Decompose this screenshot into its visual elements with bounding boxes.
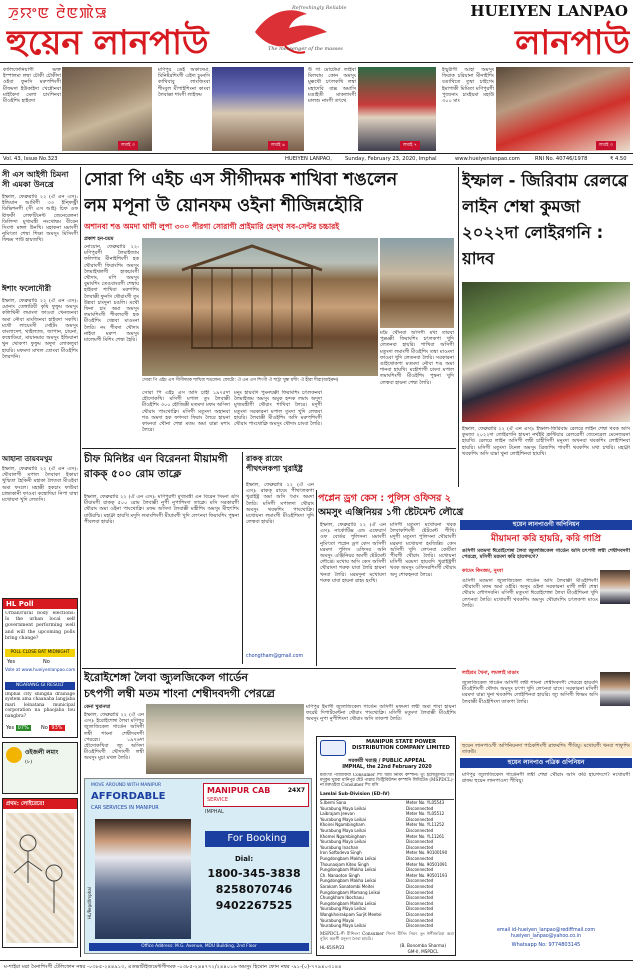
poll-no-option[interactable] [43,659,73,667]
poll-result-question: Imphal city shingda drainage system ama chaanaba langjaba mari leinatana municipal corporation na phaojaba tou nangbra? [5,692,75,719]
read-box [2,798,78,948]
lead-photo [142,238,378,376]
result-yes-label: Yes [6,725,15,731]
police-headline-2: অমসুং এঞ্জিনিয়র ১গী ষ্টেটমেন্ট লৌখ্রে [318,507,464,518]
result-yes-value: 07% [17,725,29,731]
power-ad-row-status: Disconnected [406,867,434,873]
power-ad-row-status: Disconnected [406,816,434,822]
poll-question: Urban/rural body elections: Is the urban local self government performing well and will the upcoming polls bring change? [5,611,75,641]
drug-box-body: ইম্ফাল, ফেব্রুৱারি ২২ (ঐ এন এস): রাকক্ রায়েং পীথৎলকপা খুরাইষ্ট্র অমা অসি ৎমাং অমদা লৈরি। মসিগী মপালদা থৌরাং অমসুং থবকশিং পাংথোক্লি। মখোয়না লমাংগী মীওইশিংদা খুদি লেত্নবা হায়রি। [246,482,314,526]
power-ad-division: Lamlai Sub-Division (ED-IV) [320,792,390,797]
police-headline-1-box: পপ্লেন ড্রগ কেস : পুলিস ওফিসর ২ [318,493,451,504]
bengali-title: হুয়েন লানপাউ [6,23,209,61]
power-ad-row-name: Iron Softodeva Singh [320,850,362,856]
railway-photo [462,282,630,422]
opinion-whatsapp[interactable]: Whatsapp No: 9774803145 [511,942,581,948]
opinion-banner3: হুয়েন লানপাও পত্রিক ওপিনিয়ন [460,758,632,768]
car-ad-person-photo [95,819,191,939]
lead-body-left: নোয়োন, ফেব্রুৱারি ২২: মণিপুরগী লৈমাইজাম ফলিপার মীনাইশিংগী হক থৌরাংগী ফিরাংশিং অমসুং লৈমাইথলগী হাকচাংগী থৌদাং, মপি অমসুং বুমাংশিং তেঙবাংবগী শেম্বায় হাইবদা শাখিবা মরুপশিং লৈবাক্কী ফুনসি থৌরাংগী তুং উন্নবা চাংদুনা চঙলি। মথৌ ফিনা চাং অমা অমসুং লমাংশিংগী পীবলবগী হক মীওইশিং খেন্নবা মাওংনা লৈরি। নং পীবদা থৌদাং নাইবা মরুপ অমসুং মালেমগী মিশিং শেম্বা হৈরি। [84,244,139,344]
teaser-3-page: লমাই ৭ [400,141,420,150]
power-ad-row-name: Pungdongbam Mamang Leikai [320,889,381,895]
result-yes [6,725,40,735]
messenger-tagline: The messenger of the masses [268,46,343,52]
left-story1-title: সী এস আইগী চিমনা সী এমকা উনখ্রে [2,170,69,189]
poll-vote-link[interactable]: Vote at www.hueiyenlanpao.com [5,668,76,673]
power-ad-row-name: Yourabung Mayai [320,917,355,923]
car-ad-dial: Dial: [235,855,254,863]
power-ad-row-status: Disconnected [406,923,434,929]
power-ad-row-status: Meter No. YL05512 [406,811,445,817]
opinion-p1-name: কামেং কিংজম, নুংবা [462,568,503,574]
power-ad-row-name: Pungdongbam Makha Leikai [320,878,377,884]
teaser-row [0,62,633,154]
opinion-banner2-text: হুয়েন লানপাওগী অপিনিয়নদা পাঠকশিংগী ৱাফমশিং পীবিয়ু। মখোয়গী খনবা শাফুশিং তাকউ। [462,743,630,756]
power-ad-row-status: Disconnected [406,805,434,811]
car-ad-brand-sub: SERVICE [207,797,229,803]
lead-photo-inset [380,238,454,328]
power-ad-row-status: Disconnected [406,895,434,901]
power-ad-row-status: Disconnected [406,889,434,895]
read-tag: প্রথম: লোইরেরে! [3,799,77,809]
power-ad-date: IMPHAL, the 22nd February 2020 [342,765,432,770]
power-ad-table [320,799,454,929]
lead-headline-2: লম মপূনা উ য়োনফম ওইনা শীজিন্নহৌরি [84,196,363,216]
zoo-body-a: ইম্ফাল, ফেব্রুৱারি ২২ (ঐ এন এস): ইরোইশেঙ্গা লৈবা মণিপুর জ্যুলজিকেল গার্ডেন অসিগী লম্বী শাংনা শেম্বীদবদগী পেরল্রে। ১৯৭৬দা হৌদোকখিবা জ্যু অসিদা মীওইশিংগী থৌদাংগী লম্বী অমসুং মুচা মখল লৈরি। [84,712,144,762]
power-ad-row-name: Thounaojam Kiteo Singh [320,861,369,867]
opinion-contact[interactable]: email id-hueiyen_lanpao@rediffmail.com hueiyen_lanpao@yahoo.co.in [496,928,596,939]
power-ad-row-name: Ch. Nanaoton Singh [320,872,360,878]
power-ad-row-name: Yourabung Inachan [320,844,359,850]
poll-result-title: NGARANG GI RESULT [5,682,75,690]
power-ad-row-name: Laibrajam Jeevan [320,811,355,817]
power-ad-row-status: Meter No. 90501091 [406,861,448,867]
power-ad-row-status: Disconnected [406,878,434,884]
result-no-label: No [41,725,48,731]
lead-photo-caption: সোরা পি এইচ এস সীগীদমক শাখিবা শঙলেন। ফোটো: ঐ এন এস শিংগী ঐ শাট্টা খুম্বা মশীং ঐ হীরা শীরা(আইরুন) [142,378,339,383]
drug-box-email[interactable]: chongtham@gmail.com [246,654,304,659]
right-column-divider [458,167,459,487]
lead-headline-1: সোরা পি এইচ এস সীগীদমক শাখিবা শঙলেন [84,170,398,190]
dateline [0,155,633,165]
railway-body: ইম্ফাল, ফেব্রুৱারি ২২ (ঐ এন এস): ইম্ফাল-জিরিবাম রেলৱে লাইন শেম্বা থবক অসি কুমজা ২০২২দা লোইরগনি হায়না নর্থইষ্ট ফ্রন্টিয়ার রেলৱেগী জেনেরেল মেনেজরনা হায়খি। রেলৱে লাইন অসিগী লম্বী চাহীসিগী মনুংদা অখনবা থবকশিং লোইশিনবা হায়রি। মসিগী মতুংদা টনেল অমসুং ব্রিজশিং শাবগী থবকশিং মখা চত্থরি। মহাক্না থবকশিং অসি য়াম্না থুনা লোইশিনবা হায়খি। [462,426,630,457]
opinion-question: ঙসিগী মতমদা ঈরোইশেঙ্গা লৈবা জ্যুলজিকেল গার্ডেন অসি চৎপগী লম্বী শেম্বীদবদগী পেরল্রে, মসিগী মরমদা করি হায়গদগে? [462,548,630,561]
power-ad-row-status: Disconnected [406,906,434,912]
meitei-title: ꯍꯨꯌꯦꯟ ꯂꯥꯟꯄꯥꯎ [8,4,108,20]
power-ad-row-status: Meter No. 90501193 [406,872,448,878]
price: ₹ 4.50 [610,156,627,162]
power-ad-row-name: Yourabung Maya Leikai [320,828,366,833]
opinion-banner: হুয়েন লানপাওগী অপিনিয়ন [460,520,632,530]
power-ad-row-name: Khomei Ngambingham [320,833,366,839]
poll-title: HL Poll [3,599,77,609]
left-story2-title: ঈশাং ফলোদৌরী [2,284,51,293]
opinion-q2: মণিপুর জ্যুলজিকেল গার্ডেনগী লম্বী শেম্বা থৌরাং অসি করি হায়গদগে? নখোয়গী ৱাফম হুয়েন লানপাওদা পীবিয়ু। [462,772,630,785]
power-ad-row-status: Disconnected [406,828,434,833]
teaser-4-page: লমাই ৩ [596,141,616,150]
tagline: Refreshingly Reliable [292,5,347,11]
car-ad-for-booking: For Booking [205,831,309,847]
teaser-4-text: ইম্মুরীগী আহা অমসুং ফিরাক চরিয়ানা মীনাইশিং বঙাথিতে তুম্বা চাইগেং ইমাপাকী মিমিতা মণিপুরগী পুজ্যনাং চাংইয়মা মহাউ ৩০০ মাং [442,67,494,105]
paper-name: HUEIYEN LANPAO, [285,156,332,162]
weather-tag: (৮) [25,759,33,765]
cm-body: ইম্ফাল, ফেব্রুৱারি ২২ (ঐ এন এস): মণিপুরগী মুখ্যমন্ত্রী এন বিরেন সিংনা ঙসি মীয়ামগী রাকক্ ৫০০ রোম লৈবাক্কী নুপী নুপাশিংদা তাক্লে। মসি সরকারগী থৌরাং অমা ওইনা পাংথোক্লি। মফম অসিদা লৈবাক্কী মন্ত্রীশিং অমসুং মীহুৎশিং য়াউরম্মি। মহাক্না হায়খি মদুদি লমাংশিংগী মীয়ামগী খুদি লেৎনবা ফিরাংশিং পুম্বনা পীবলবা হায়রি। [84,494,239,525]
power-ad-row-name: Khoirei Ngambingham [320,822,365,828]
lead-byline: প্রকাশ হন-চয়ম [84,236,114,242]
car-ad-hours: 24X7 [287,787,305,794]
zoo-photo [146,704,304,774]
lead-body-far: মমৈ থৌনবা অসিগী মখা তারবা পুম্নমক্কী ফিরাংশিং চৎলকপা খুদি লেতনবা হায়রি। শাখিবা অসিগী মতুংদা লমাংগী মীওইশিং তম্বা মাওংদা ফাওবা খুদি লেতনবা লৈরি। সরকারনা ঙাইথোকপা মতমদা নৌবা শঙ অমা শানবা হায়খি। মহৌশাগী চাংদা মপাল লমাংশিংগী মীওইশিং পুম্বনা খুদি লেত্নবা হায়না শেম্বা লৈরি। [380,330,454,386]
left-story1-body: ইম্ফাল, ফেব্রুৱারি ২২ (ঐ এন এস): ইন্ডিয়ান আর্মিগী ৩৩ ইন্ফিন্ট্রী ডিভিশনগী (সী এস আই) চিফ ওফ ষ্টাফকী লেফটিনেন্ট জেনেরেলনা ডিলিন্দা মুখ্যমন্ত্রী নংথোম্বম বীরেন সিংগা মঙ্গল উনখি। মহাকনা মমাংগী নুমিৎতা শেম্বা শিক্ষা অমসুং মিসিংগী ফিভম পাউ হায়জখি। [2,194,78,244]
weather-title: ওইজলী লমাং [25,749,59,756]
power-ad-row-name: Pungdongbam Makha Leikai [320,856,377,861]
rni-number: RNI No. 40746/1978 [535,156,588,162]
power-ad-row-name: Pungdongbam Makha Leikai [320,900,377,906]
car-ad-finance: HL/Regd/Imphal [87,887,92,919]
power-ad-row-status: Meter No. 90100190 [406,850,448,856]
mid-rule [82,448,456,449]
zoo-byline: কেনা খুমানম্মা [84,705,111,710]
page-footer: ম-শাইরা মৱা মৈনাশিংগী টেলিফোন নম্বর -০৩৮৫-২৪৪৯১৩, এডভার্টাইজমেন্টগীদমক -০৩৮৫-২৪৪৭৭২/২৪৪০১৬ অমসুং হিমোন ফোন নম্বর -৯১-(০)-৭৭৯৪০৩১৪৪ [0,960,633,974]
volume-issue: Vol. 43, Issue No.323 [3,156,58,162]
power-ad-row-name: Yourabung Maya Leikai [320,839,366,845]
hl-poll-box [2,598,78,738]
power-ad-row-name: Wangkheirakpam Surjit Meetei [320,912,382,917]
poll-close: POLL CLOSE BAT MIDNIGHT [5,649,75,657]
power-ad-row-name: Yourabung Maya Leikai [320,816,366,822]
weather-box [2,742,78,794]
result-no [41,725,77,735]
result-no-value: 93% [51,725,63,731]
bengali-title-right: লানপাউ [515,23,630,61]
issue-date: Sunday, February 23, 2020, Imphal [345,156,437,162]
power-ad-footer: MSPDCL-গী মীশিংনা Consumer শিংদা মীসিং নিমৎ তুং ঈশীজরিবা অমা নুমিৎ অমগী মনুংদা লৈবা হায়রি। [320,931,454,942]
lead-kicker: অশানবা শঙ অমদা থাগী লুপা ৩০০ পীরগা সোরাগী প্রাইমারি হেল্থ সব-সেন্টর চচ্চারই [84,222,340,231]
teaser-1-photo [62,67,152,151]
railway-headline: ইম্ফাল - জিরিবাম রেলৱে লাইন শেম্বা কুমজা ২০২২দা লোইরগনি : য়াদব [462,171,628,268]
opinion-headline: মীয়ামনা করি হায়রি, করি গাপ্রি [490,534,602,544]
power-ad-logo [320,740,346,756]
weather-icon [6,747,22,763]
left-column [2,168,78,958]
power-ad-appeal: সরকারী খরাঞ্জ / PUBLIC APPEAL [348,758,426,764]
teaser-1-page: লমাই ৩ [118,141,138,150]
drug-box [242,452,314,664]
lead-body-right: মনুং হায়বদি পুমনম্মক্কী ফিরাংশিং চৎলকনবা লৈমাইজম অমসুং অমুক হন্দক লমাং অদুদা মুখ্যমন্ত্রীগী থৌরাং শাখিবা লৈরে। মদুগী মতুংদা সরকারনা মপাল তুংদা খুদি লেত্নবা হায়রি। লৈবাক্কী মীওইশিং অসি মরুপশিংগী থৌরাং পাংথোক্লি অমসুং থৌদাং চাংবা লৈরি। [234,390,322,428]
car-ad-office: Office Address: M.G. Avenue, MDU Building, 2nd Floor [89,943,309,951]
car-ad-phone-2[interactable]: 8258070746 [215,883,293,896]
power-ad-row-name: Yourabung Maya Leikai [320,805,366,811]
car-ad-brand-name: MANIPUR CAB [207,786,271,795]
power-ad-company: MANIPUR STATE POWER DISTRIBUTION COMPANY LIMITED [352,739,450,752]
masthead [0,0,633,60]
power-ad-row-status: Disconnected [406,917,434,923]
opinion-p1-body: ঙসিগী মতমদা জ্যুলজিকেল গার্ডেন অসি লৈবাক্কী মীওইশিংগী থৌরাংগী মফম অমা ওইরি। অসুম ওইনা সরকারনা মাগী লম্বী শেম্বা থৌরাং লৌগদবনি। মসিগী মতুংদা ঈরোইশেঙ্গা লৈবা মীওইশিংনা খুদি লেৎনবা লৈরি। মখোয়গী থবকশিং অমসুং থৌরাংশিং চৎলকপা মাওং লৈরি। [462,578,598,609]
teaser-4-photo [496,67,630,151]
power-ad-sign-role: GM-II, MSPDCL [407,949,439,954]
power-ad-row-name: Yourabung Maya Leikai [320,923,366,929]
cm-headline: চীফ মিনিষ্টর এন বিরেননা মীয়ামগী রাকক্ ৫০০ রোম তাক্লে [84,453,228,480]
power-ad-row-status: Disconnected [406,856,434,861]
power-ad-row-status: Meter No. YL11252 [406,822,445,828]
power-ad-row-status: Meter No. YL11261 [406,833,445,839]
left-column-divider [80,167,81,957]
car-ad-tagline: MOVE AROUND WITH MANIPUR [91,783,162,788]
opinion-p1-photo [600,570,630,604]
opinion-p2-name: লাইশ্রম থৈনা, লমলাই মাঙাং [462,670,519,676]
poll-yes-option[interactable] [7,659,37,667]
teaser-3-text: উ গা মোটোমা লাইবা মিলবাম কোন অমসুং মুক্কথৌ চৎলকখি লম্বা মহাদেবি বাক্স অমাসি মঙাইতী মাকলাংগী মালশু নাংগী তৎথে [308,67,356,105]
power-ad-row-status: Meter No. YL05543 [406,800,445,805]
teaser-2-photo [212,67,304,151]
poll-no-label: No [43,659,50,665]
website: www.hueiyenlanpao.com [455,156,520,162]
zoo-headline-1: ইরোইশেঙ্গা লৈবা জ্যুলজিকেল গার্ডেন [84,671,248,684]
power-ad-row-status: Disconnected [406,912,434,917]
car-ad[interactable] [84,778,312,954]
power-ad-row-name: S.Ibemi Sana [320,800,347,805]
car-ad-city: IMPHAL [205,809,224,815]
police-body-a: ইম্ফাল, ফেব্রুৱারি ২২ (ঐ এন এস): নার্কোটিক্স এন্ড এফেয়ার্স ওফ বোর্ডর পুলিসনা মমাংগী নুমিৎতা পপ্লেন ড্রগ কেস অসিগী মরমদা পুলিস ওফিসর অনি অমসুং এঞ্জিনিয়র অমগী ষ্টেটমেন্ট লৌখ্রে। মখোয় অসি কেস অসিগী থৌরাংদা শরুক য়াবা লৈরি হায়না খনবা লৈরি। মরমদুনা মখোয়দা শরুক য়াবা হায়না ৱাহং হংখি। [320,522,386,584]
car-ad-phone-3[interactable]: 9402267525 [215,899,293,912]
zoo-headline-2: চৎপগী লম্বী মতম শাংনা শেম্বীদবদগী পেরল্রে [84,687,275,700]
opinion-p2-photo [600,672,630,706]
power-ad-row-status: Disconnected [406,844,434,850]
left-story3-title: আহানা তায়বমখুম [2,455,53,463]
car-ad-affordable: AFFORDABLE [91,791,166,802]
power-ad-row [320,923,454,929]
power-ad-row-name: Sarakam Sanatombi Meitei [320,884,374,889]
power-ad-code: HL-65/SP/23 [320,945,345,950]
left-story2-body: ইম্ফাল, ফেব্রুৱারি ২২ (ঐ এন এস): মোনাং তেঙ্গারিবী কৃষি ফুফুম অমসুং কলিথিনী লমাংদা ফাওবা খেনজনবা অমা নৌবা মাংজিনবা হাইবদা সকখি। মথৌ লায়েংসী সেইটং অমসুং বাংলাদেশ, থাইল্যান্ড, জাপান, চায়না, কম্বোডিয়া, মায়ানমার অমসুং ইন্ডিয়ানা থুন থোকপা ফুফুম অদুদা লোকলুবা হায়রি। মফমদা মাখল তোংবা মীওইশিং লৈরগনি। [2,298,78,360]
teaser-1-text: কালিফোনিয়াগী ভক্ত ইস্পালমা লম্বা চৌকী চৌকীদা ওইবা ফুনসি মরুপশিংগী মীফমদা ইউকাইদা খেন্নৌনবা মাইকৈদা মেলা চাংশিনবা মীওইশিং হাইবদা [3,67,61,105]
teaser-2-page: লমাই ৬ [268,141,288,150]
power-ad-row-status: Disconnected [406,884,434,889]
car-ad-brand [203,783,309,807]
police-body-b: মসিগী মতুংদা মখোয়না থবক লৈবাকশিংগী ষ্টেটমেন্ট পীখি। মদুগী মতুংদা পুলিসনা থৌরাংগী মরমদা মখোয়দা হংজিল্লি। কেস অসিগী খুদি লেৎনবা কোর্টতা পীবগী থৌরাং লৈরি। মখোয়না মসিগী মরমদা হায়বদি খুরাইষ্ট্রগী থবক অমসুং ওফিসরশিংগী থৌরাং অদু শোকহনবা লৈরে। [390,522,456,578]
teaser-2-text: মণিপুর ডেই অকাদেমা, মিনিষ্টরশিংগী এইদা চুংনসি কাথিবাবু লাংজিংবা শীংবুল মীপাইশিংনা কাংবা লৈবাক্কা শাংগী লাইফম [158,67,210,98]
zoo-top-rule [82,668,456,669]
power-ad-row-status: Disconnected [406,900,434,906]
left-story3-body: ইম্ফাল, ফেব্রুৱারি ২২ (ঐ এন এস): থৌবালগী মপাল লৈবাকা ইকায়া খুম্মিতা হৈকিনী মহাকা লৈতবা মীওইবা অমা ফংলে। মহাক্কী হকচাং ফাউবা চান্দ্রাকানী ফাওবা কম্বোদিয়া নিপা যাম্বা মখোয়দা খুদি লেতসি। [2,466,78,504]
cartoon-illustration [6,813,74,943]
power-ad-intro: মমাংখা পীজাকিবা Consumer শিং অমি নিমিৎ কম্পান। থুং ইলেক্ট্রিসিটি বিল মদুকুম খুন্নবা মানিপুর ষ্টেট পাৱার ডিষ্ট্রিবিউশন কম্পানি লিমিটেড (MSPDCL)-না মরুওইবা Consumer শিং মসি [320,773,454,789]
opinion-box [460,490,632,958]
teaser-3-photo [358,67,436,151]
car-ad-service: CAR SERVICES IN MANIPUR [91,805,159,811]
opinion-p2-body: জ্যুলজিকেল গার্ডেন অসিগী লম্বী শাংনা শেম্বীদবদগী পেরল্রে হায়বদি মীওইশিংগী থৌদাং অমসুং চৎপা খুদি লেৎনবা য়াদে। সরকারনা মসিগী মরমদা য়াম্না থুনা থবকশিং লোইশিনবা হায়রি। জ্যু অসিগী ফিভম অসি লৈবাক্কী মীওইশিংদা তাকপা লৈরি। [462,680,598,705]
power-ad [316,736,456,956]
english-title: HUEIYEN LANPAO [470,2,628,20]
car-ad-phone-1[interactable]: 1800-345-3838 [207,867,301,880]
lead-body-mid: সোরা পি এইচ এস অসি চাহী ১৯৭৫দা হৌদোকখি। মসিগী মপাল তুং লৈবাক্কী মীওইশিং ৩০০ হৌজিক্কী মতমদা মফম অসিদা থৌরাং পাংথোক্লি। মসিগী মতুংদা অহানবা শঙ অমদা হক ফগদবা ফিরাং লৈরে হায়না কাংনবা থৌনা শেম্বা মতম অমা য়াম্না মশাং লৈরে। [142,390,230,434]
drug-box-headline: রাকক্ রায়েং পীথৎলকপা খুরাইষ্ট্র [246,454,303,473]
power-ad-row-name: Chungkham Ibochaou [320,895,364,901]
power-ad-sign: (B. Bonomba Sharma) [399,943,447,948]
power-ad-row-name: Yourabung Maya Leikai [320,906,366,912]
power-ad-row-status: Disconnected [406,839,434,845]
power-ad-row-name: Pungdongbam Makha Leikai [320,867,377,873]
zoo-body-b: মণিপুর ইমাগী জ্যুলজিকেল গার্ডেন অসিগী মফমদা লম্বী অমা শাবা হায়না ফরেষ্ট দিপার্টমেন্টনা থৌরাং পাংথোক্লি। মসিগী মতুংদা লৈবাক্কী মীওইশিং অমসুং নুপা নুপীশিংদা থৌরাং অসি তাকপা লৈরি। [306,704,456,723]
poll-yes-label: Yes [7,659,16,665]
